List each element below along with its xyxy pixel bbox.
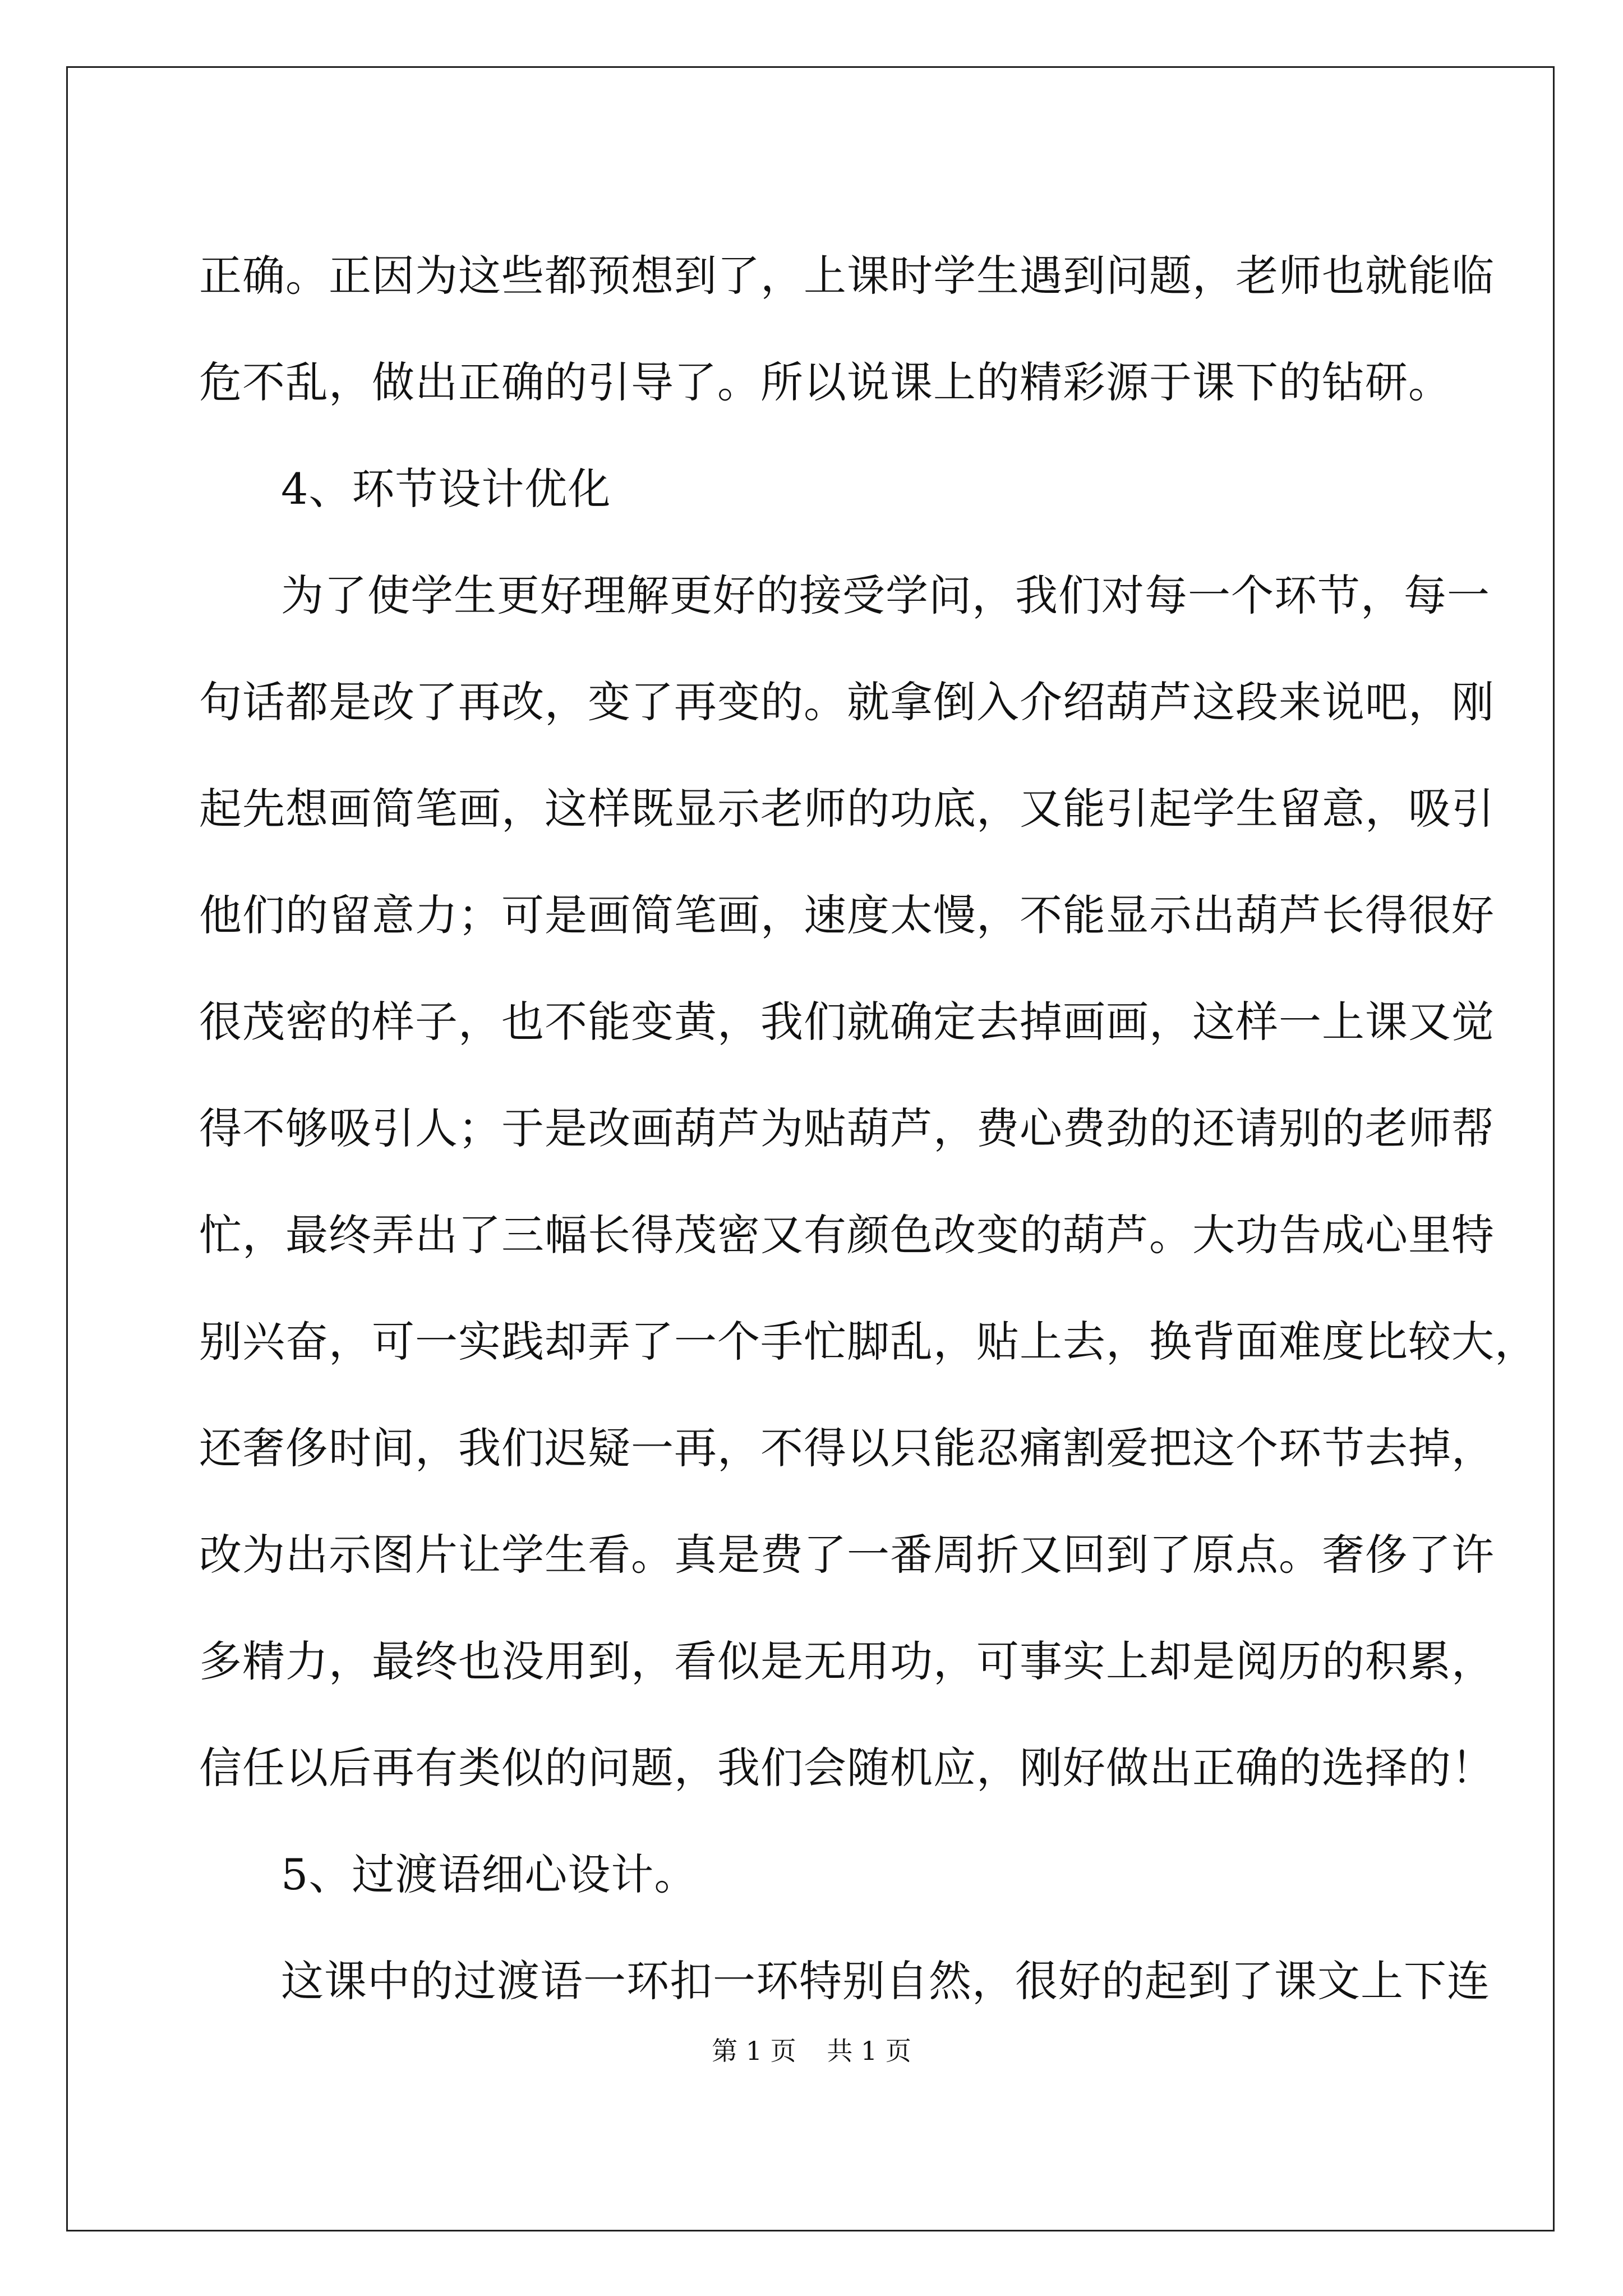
text-line-4: 为了使学生更好理解更好的接受学问，我们对每一个环节，每一 — [281, 570, 1490, 620]
text-line-8: 很茂密的样子，也不能变黄，我们就确定去掉画画，这样一上课又觉 — [199, 996, 1495, 1047]
text-line-15: 信任以后再有类似的问题，我们会随机应，刚好做出正确的选择的！ — [199, 1742, 1495, 1793]
page-number-label: 第 1 页 — [712, 2036, 796, 2066]
text-line-14: 多精力，最终也没用到，看似是无用功，可事实上却是阅历的积累， — [199, 1636, 1495, 1686]
document-body — [199, 219, 1538, 2031]
text-line-9: 得不够吸引人；于是改画葫芦为贴葫芦，费心费劲的还请别的老师帮 — [199, 1103, 1495, 1153]
text-line-12: 还奢侈时间，我们迟疑一再，不得以只能忍痛割爱把这个环节去掉， — [199, 1423, 1495, 1473]
text-line-13: 改为出示图片让学生看。真是费了一番周折又回到了原点。奢侈了许 — [199, 1529, 1495, 1580]
total-pages-label: 共 1 页 — [827, 2036, 911, 2066]
section-heading-5: 5、过渡语细心设计。 — [281, 1849, 698, 1899]
text-line-6: 起先想画简笔画，这样既显示老师的功底，又能引起学生留意，吸引 — [199, 783, 1495, 834]
text-line-1: 正确。正因为这些都预想到了，上课时学生遇到问题，老师也就能临 — [199, 250, 1495, 301]
text-line-5: 句话都是改了再改，变了再变的。就拿倒入介绍葫芦这段来说吧，刚 — [199, 677, 1495, 727]
text-line-11: 别兴奋，可一实践却弄了一个手忙脚乱，贴上去，换背面难度比较大， — [199, 1316, 1538, 1366]
text-line-10: 忙，最终弄出了三幅长得茂密又有颜色改变的葫芦。大功告成心里特 — [199, 1209, 1495, 1260]
text-line-17: 这课中的过渡语一环扣一环特别自然，很好的起到了课文上下连 — [281, 1955, 1490, 2006]
page-footer — [0, 2031, 1623, 2068]
text-line-7: 他们的留意力；可是画简笔画，速度太慢，不能显示出葫芦长得很好 — [199, 890, 1495, 940]
section-heading-4: 4、环节设计优化 — [281, 463, 611, 514]
text-line-2: 危不乱，做出正确的引导了。所以说课上的精彩源于课下的钻研。 — [199, 357, 1451, 407]
